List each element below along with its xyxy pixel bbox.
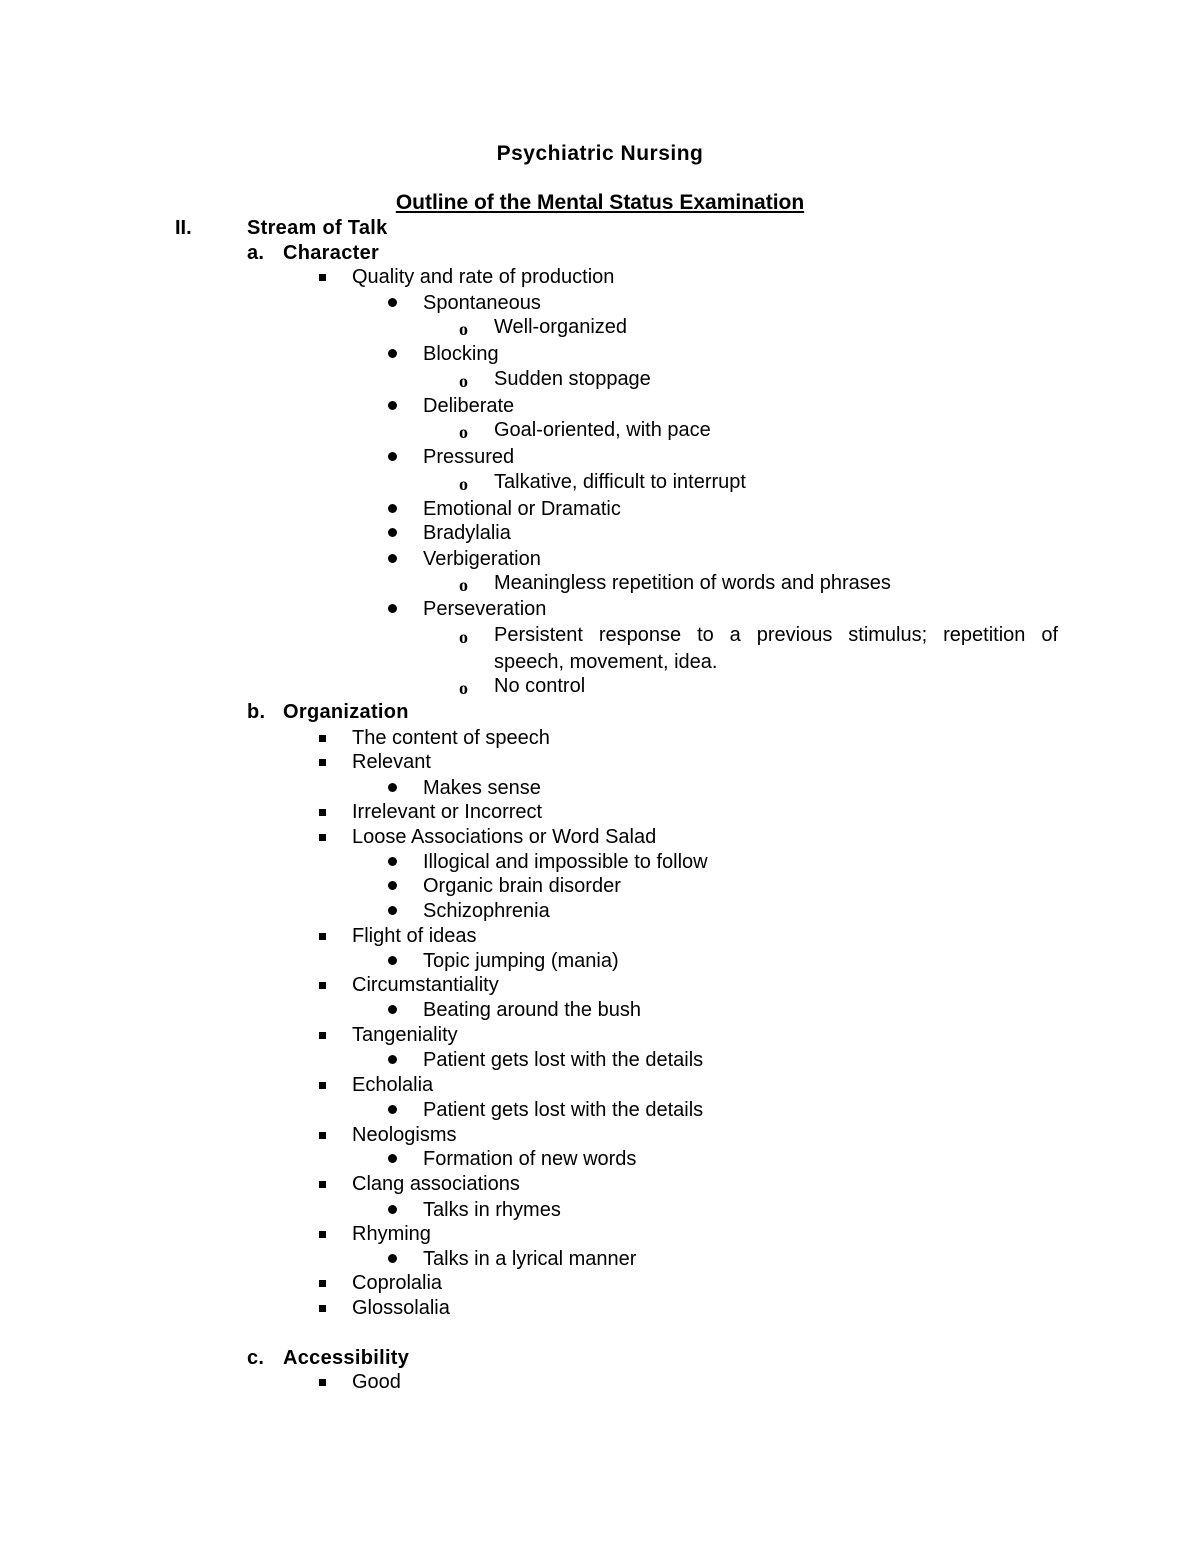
outline-item-level-2: Blocking: [423, 343, 499, 365]
round-bullet-icon: [388, 857, 397, 866]
round-bullet-icon: [388, 1205, 397, 1214]
outline-item-level-2: Perseveration: [423, 598, 547, 620]
document-title: Psychiatric Nursing: [496, 142, 704, 165]
subsection-letter: c.: [247, 1347, 265, 1369]
square-bullet-icon: [319, 1231, 326, 1238]
round-bullet-icon: [388, 528, 397, 537]
section-heading: Stream of Talk: [247, 217, 388, 239]
subsection-letter: a.: [247, 242, 265, 264]
subsection-title: Character: [283, 242, 380, 264]
outline-item-level-2: Beating around the bush: [423, 999, 641, 1021]
round-bullet-icon: [388, 881, 397, 890]
round-bullet-icon: [388, 349, 397, 358]
outline-item-level-2: Talks in a lyrical manner: [423, 1248, 637, 1270]
square-bullet-icon: [319, 274, 326, 281]
outline-item-level-2: Deliberate: [423, 395, 515, 417]
circle-bullet-icon: o: [459, 474, 468, 494]
round-bullet-icon: [388, 1055, 397, 1064]
round-bullet-icon: [388, 298, 397, 307]
round-bullet-icon: [388, 604, 397, 613]
square-bullet-icon: [319, 735, 326, 742]
outline-item-level-3: Goal-oriented, with pace: [494, 419, 711, 441]
outline-item-level-3: Meaningless repetition of words and phrases: [494, 572, 891, 594]
square-bullet-icon: [319, 1280, 326, 1287]
outline-item-level-3: No control: [494, 675, 586, 697]
document-subtitle: Outline of the Mental Status Examination: [395, 191, 805, 214]
outline-item-level-1: Circumstantiality: [352, 974, 499, 996]
square-bullet-icon: [319, 1032, 326, 1039]
outline-item-level-1: Flight of ideas: [352, 925, 477, 947]
circle-bullet-icon: o: [459, 627, 468, 647]
circle-bullet-icon: o: [459, 319, 468, 339]
outline-item-level-2: Formation of new words: [423, 1148, 637, 1170]
outline-item-level-3: Talkative, difficult to interrupt: [494, 471, 746, 493]
square-bullet-icon: [319, 834, 326, 841]
round-bullet-icon: [388, 401, 397, 410]
square-bullet-icon: [319, 809, 326, 816]
outline-item-level-1: Rhyming: [352, 1223, 431, 1245]
round-bullet-icon: [388, 1105, 397, 1114]
outline-item-level-2: Pressured: [423, 446, 515, 468]
subsection-b-heading: [247, 699, 409, 725]
outline-item-level-2: Spontaneous: [423, 292, 541, 314]
outline-item-level-2: Bradylalia: [423, 522, 511, 544]
circle-bullet-icon: o: [459, 678, 468, 698]
outline-item-level-3: Persistent response to a previous stimulus; repetition of speech, movement, idea.: [494, 624, 1058, 673]
outline-item-level-3: Well-organized: [494, 316, 628, 338]
outline-item-level-2: Schizophrenia: [423, 900, 550, 922]
square-bullet-icon: [319, 759, 326, 766]
square-bullet-icon: [319, 933, 326, 940]
outline-item-level-1: Irrelevant or Incorrect: [352, 801, 543, 823]
outline-item-level-2: Topic jumping (mania): [423, 950, 619, 972]
outline-item-level-2: Illogical and impossible to follow: [423, 851, 708, 873]
outline-item-level-1: Quality and rate of production: [352, 266, 615, 288]
round-bullet-icon: [388, 956, 397, 965]
square-bullet-icon: [319, 1181, 326, 1188]
outline-item-level-2: Organic brain disorder: [423, 875, 621, 897]
outline-item-level-1: Coprolalia: [352, 1272, 443, 1294]
outline-item-level-1: Clang associations: [352, 1173, 520, 1195]
outline-item-level-1: Relevant: [352, 751, 431, 773]
outline-item-level-1: Tangeniality: [352, 1024, 458, 1046]
outline-item-level-1: Neologisms: [352, 1124, 457, 1146]
outline-item-level-2: Makes sense: [423, 777, 541, 799]
outline-item-level-3: Sudden stoppage: [494, 368, 651, 390]
outline-item-level-2: Emotional or Dramatic: [423, 498, 621, 520]
outline-item-level-1: Glossolalia: [352, 1297, 450, 1319]
outline-item-level-1: Good: [352, 1371, 401, 1393]
subsection-a-heading: [247, 240, 379, 266]
outline-item-level-1: Echolalia: [352, 1074, 434, 1096]
outline-item-level-1: The content of speech: [352, 727, 550, 749]
square-bullet-icon: [319, 1305, 326, 1312]
square-bullet-icon: [319, 1132, 326, 1139]
round-bullet-icon: [388, 1005, 397, 1014]
square-bullet-icon: [319, 982, 326, 989]
subsection-c-heading: [247, 1345, 409, 1371]
round-bullet-icon: [388, 1154, 397, 1163]
outline-item-level-2: Talks in rhymes: [423, 1199, 561, 1221]
round-bullet-icon: [388, 1254, 397, 1263]
outline-item-level-2: Patient gets lost with the details: [423, 1099, 704, 1121]
round-bullet-icon: [388, 452, 397, 461]
round-bullet-icon: [388, 554, 397, 563]
subsection-title: Organization: [283, 701, 409, 723]
round-bullet-icon: [388, 906, 397, 915]
subsection-letter: b.: [247, 701, 266, 723]
square-bullet-icon: [319, 1082, 326, 1089]
section-numeral: II.: [175, 217, 192, 239]
outline-item-level-2: Verbigeration: [423, 548, 541, 570]
round-bullet-icon: [388, 504, 397, 513]
circle-bullet-icon: o: [459, 575, 468, 595]
subsection-title: Accessibility: [283, 1347, 410, 1369]
outline-item-level-2: Patient gets lost with the details: [423, 1049, 704, 1071]
round-bullet-icon: [388, 783, 397, 792]
circle-bullet-icon: o: [459, 422, 468, 442]
outline-item-level-1: Loose Associations or Word Salad: [352, 826, 657, 848]
circle-bullet-icon: o: [459, 371, 468, 391]
square-bullet-icon: [319, 1379, 326, 1386]
